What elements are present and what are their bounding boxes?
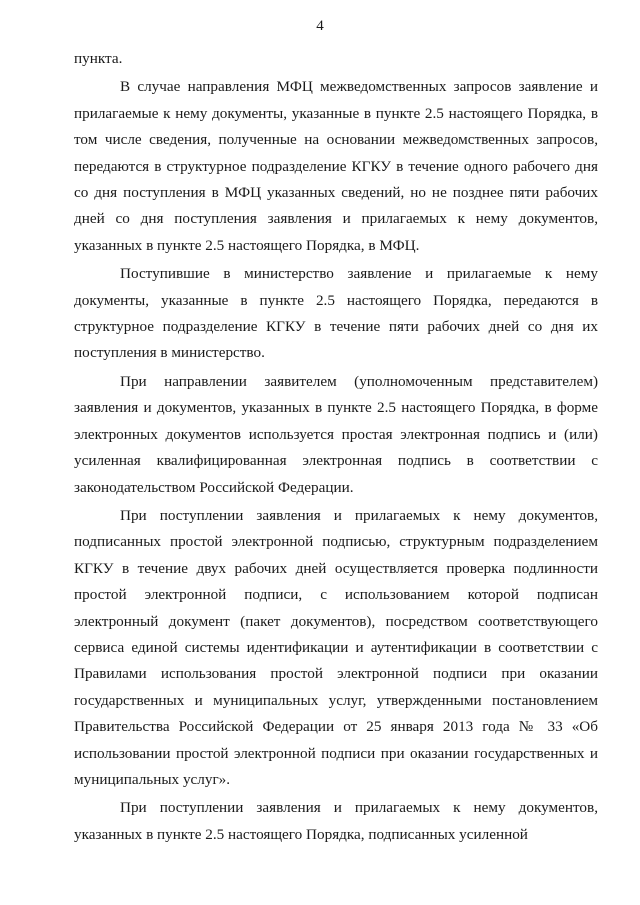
paragraph-ministry-receipt: Поступившие в министерство заявление и прилагаемые к нему документы, указанные в пункте 2.5 настоящего Порядка, передаются в структурное подразделение КГКУ в течение пяти рабочих дней со дня их поступления в министерство. (74, 265, 598, 362)
paragraph-enhanced-signature: При поступлении заявления и прилагаемых к нему документов, указанных в пункте 2.5 настоящего Порядка, подписанных усиленной (74, 799, 598, 843)
paragraph-mfc-requests: В случае направления МФЦ межведомственных запросов заявление и прилагаемые к нему документы, указанные в пункте 2.5 настоящего Порядка, в том числе сведения, полученные на основании межведомственных запросов, передаются в структурное подразделение КГКУ в течение одного рабочего дня со дня поступления в МФЦ указанных сведений, но не позднее пяти рабочих дней со дня поступления заявления и прилагаемых к нему документов, указанных в пункте 2.5 настоящего Порядка, в МФЦ. (74, 78, 598, 254)
document-body (74, 46, 598, 848)
paragraph-electronic-signature: При направлении заявителем (уполномоченным представителем) заявления и документов, указанных в пункте 2.5 настоящего Порядка, в форме электронных документов используется простая электронная подпись и (или) усиленная квалифицированная электронная подпись в соответствии с законодательством Российской Федерации. (74, 372, 598, 496)
paragraph-continuation: пункта. (74, 50, 123, 67)
paragraph-simple-signature-check: При поступлении заявления и прилагаемых к нему документов, подписанных простой электронной подписью, структурным подразделением КГКУ в течение двух рабочих дней осуществляется проверка подлинности простой электронной подписи, с использованием которой подписан электронный документ (пакет документов), посредством соответствующего сервиса единой системы идентификации и аутентификации в соответствии с Правилами использования простой электронной подписи при оказании государственных и муниципальных услуг, утвержденными постановлением Правительства Российской Федерации от 25 января 2013 года № 33 «Об использовании простой электронной подписи при оказании государственных и муниципальных услуг». (74, 506, 598, 788)
page-number: 4 (316, 18, 324, 34)
